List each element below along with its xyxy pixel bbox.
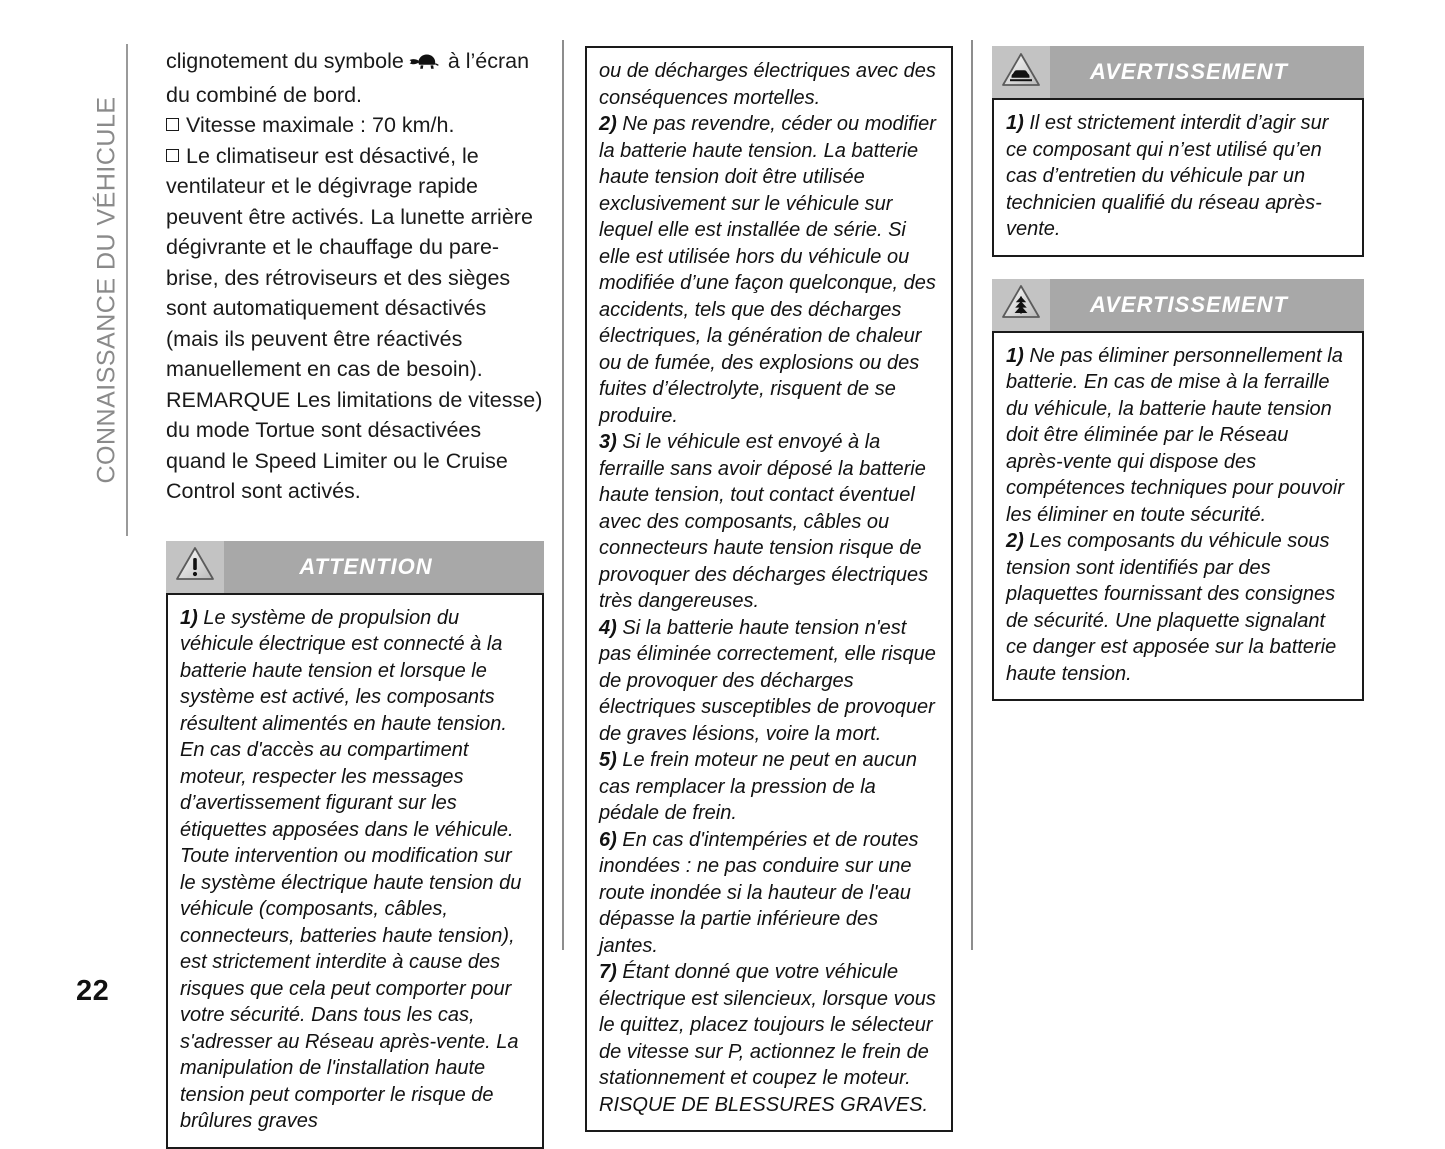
avertissement-2-title: AVERTISSEMENT xyxy=(1090,291,1288,317)
continuation-item-4-text: Si la batterie haute tension n'est pas éliminée correctement, elle risque de provoquer des décharges électriques susceptibles de provoquer de graves lésions, voire la mort. xyxy=(599,616,936,745)
bullet-item-1-text: Vitesse maximale : 70 km/h. xyxy=(186,113,455,137)
continuation-item-7-text: Étant donné que votre véhicule électrique est silencieux, lorsque vous le quittez, placez toujours le sélecteur de vitesse sur P, actionnez le frein de stationnement et coupez le moteur. xyxy=(599,961,936,1089)
attention-header xyxy=(166,541,544,593)
avertissement-1-title: AVERTISSEMENT xyxy=(1090,59,1288,84)
column-divider-right xyxy=(971,40,973,950)
continuation-item-3-number: 3) xyxy=(599,431,617,453)
intro-paragraph xyxy=(166,46,544,110)
column-one-running-text xyxy=(166,46,544,507)
attention-body xyxy=(166,593,544,1149)
bullet-item-2 xyxy=(166,141,544,385)
square-bullet-icon xyxy=(166,118,179,131)
bullet-item-1 xyxy=(166,110,544,141)
continuation-item-6-number: 6) xyxy=(599,828,617,851)
chapter-tab-label: CONNAISSANCE DU VÉHICULE xyxy=(92,96,121,484)
turtle-icon xyxy=(409,49,443,80)
page-number: 22 xyxy=(76,975,110,1007)
remark-paragraph: REMARQUE Les limitations de vitesse) du mode Tortue sont désactivées quand le Speed Limiter ou le Cruise Control sont activés. xyxy=(166,387,543,503)
bullet-item-2-text: Le climatiseur est désactivé, le ventilateur et le dégivrage rapide peuvent être activés. La lunette arrière dégivrante et le chauffage du pare-brise, des rétroviseurs et des sièges sont automatiquement désactivés (mais ils peuvent être réactivés manuellement en cas de besoin). xyxy=(166,143,533,381)
column-divider-left xyxy=(562,40,564,950)
continuation-lead-in: ou de décharges électriques avec des conséquences mortelles. xyxy=(599,60,936,109)
attention-icon-cell xyxy=(166,541,224,593)
car-damage-triangle-icon xyxy=(1001,52,1041,93)
intro-text-part-2: à l’écran du combiné de bord. xyxy=(166,49,530,107)
avertissement-2-header xyxy=(992,279,1364,331)
column-one xyxy=(166,46,544,1149)
attention-item-1-text: Le système de propulsion du véhicule électrique est connecté à la batterie haute tension et lorsque le système est activé, les composants résultent alimentés en haute tension. En cas d'accès au compartiment moteur, respecter les messages d’avertissement figurant sur les étiquettes apposées dans le véhicule. Toute intervention ou modification sur le système électrique haute tension du véhicule (composants, câbles, connecteurs, batteries haute tension), est strictement interdite à cause des risques que cela peut comporter pour votre sécurité. Dans tous les cas, s'adresser au Réseau après-vente. La manipulation de l'installation haute tension peut comporter le risque de brûlures graves xyxy=(180,606,522,1132)
avertissement-block-2 xyxy=(992,279,1364,702)
attention-continuation-box xyxy=(585,46,953,1132)
attention-item-1-number: 1) xyxy=(180,606,198,629)
continuation-item-7-number: 7) xyxy=(599,961,617,983)
avertissement-1-item-1-number: 1) xyxy=(1006,112,1024,134)
avertissement-1-body xyxy=(992,98,1364,257)
column-three xyxy=(992,46,1364,701)
continuation-item-7 xyxy=(599,959,939,1092)
square-bullet-icon xyxy=(166,149,179,162)
intro-text-part-1: clignotement du symbole xyxy=(166,49,404,73)
chapter-tab xyxy=(86,44,128,536)
avertissement-1-item-1 xyxy=(1006,110,1350,243)
avertissement-2-item-2 xyxy=(1006,528,1350,687)
continuation-item-5-text: Le frein moteur ne peut en aucun cas remplacer la pression de la pédale de frein. xyxy=(599,749,918,824)
continuation-item-6-text: En cas d'intempéries et de routes inondées : ne pas conduire sur une route inondée si la hauteur de l'eau dépasse la partie inférieure des jantes. xyxy=(599,828,919,957)
continuation-item-3 xyxy=(599,429,939,615)
avertissement-block-1 xyxy=(992,46,1364,257)
continuation-item-3-text: Si le véhicule est envoyé à la ferraille sans avoir déposé la batterie haute tension, tout contact éventuel avec des composants, câbles ou connecteurs haute tension risque de provoquer des décharges électriques très dangereuses. xyxy=(599,431,929,612)
warning-triangle-icon xyxy=(175,546,215,587)
continuation-item-2 xyxy=(599,111,939,429)
avertissement-2-item-1-text: Ne pas éliminer personnellement la batterie. En cas de mise à la ferraille du véhicule, la batterie haute tension doit être éliminée par le Réseau après-vente qui dispose des compétences techniques pour pouvoir les éliminer en toute sécurité. xyxy=(1006,344,1344,526)
continuation-item-2-number: 2) xyxy=(599,113,617,135)
avertissement-2-item-1 xyxy=(1006,343,1350,529)
continuation-item-4-number: 4) xyxy=(599,616,617,639)
continuation-item-5 xyxy=(599,747,939,827)
continuation-item-5-number: 5) xyxy=(599,749,617,771)
spacer xyxy=(992,257,1364,279)
avertissement-2-item-2-number: 2) xyxy=(1006,530,1024,552)
attention-title: ATTENTION xyxy=(299,553,433,579)
chapter-tab-rule xyxy=(126,44,128,536)
continuation-closing: RISQUE DE BLESSURES GRAVES. xyxy=(599,1093,928,1116)
avertissement-2-item-2-text: Les composants du véhicule sous tension sont identifiés par des plaquettes fournissant des consignes de sécurité. Une plaquette signalant ce danger est apposée sur la batterie haute tension. xyxy=(1006,530,1337,685)
spacer xyxy=(166,507,544,541)
avertissement-1-icon-cell xyxy=(992,46,1050,98)
column-two xyxy=(585,46,953,1132)
attention-block xyxy=(166,541,544,1149)
continuation-item-4 xyxy=(599,615,939,748)
attention-item-1 xyxy=(180,605,530,1135)
avertissement-2-item-1-number: 1) xyxy=(1006,344,1024,367)
environment-triangle-icon xyxy=(1001,284,1041,325)
avertissement-1-header xyxy=(992,46,1364,98)
avertissement-1-item-1-text: Il est strictement interdit d’agir sur ce composant qui n’est utilisé qu’en cas d’entretien du véhicule par un technicien qualifié du réseau après-vente. xyxy=(1006,112,1329,240)
avertissement-2-body xyxy=(992,331,1364,702)
continuation-item-2-text: Ne pas revendre, céder ou modifier la batterie haute tension. La batterie haute tension doit être utilisée exclusivement sur le véhicule sur lequel elle est installée de série. Si elle est utilisée hors du véhicule ou modifiée d’une façon quelconque, des accidents, tels que des décharges électriques, la génération de chaleur ou de fumée, des explosions ou des fuites d’électrolyte, risquent de se produire. xyxy=(599,113,936,427)
continuation-item-6 xyxy=(599,827,939,960)
avertissement-2-icon-cell xyxy=(992,279,1050,331)
